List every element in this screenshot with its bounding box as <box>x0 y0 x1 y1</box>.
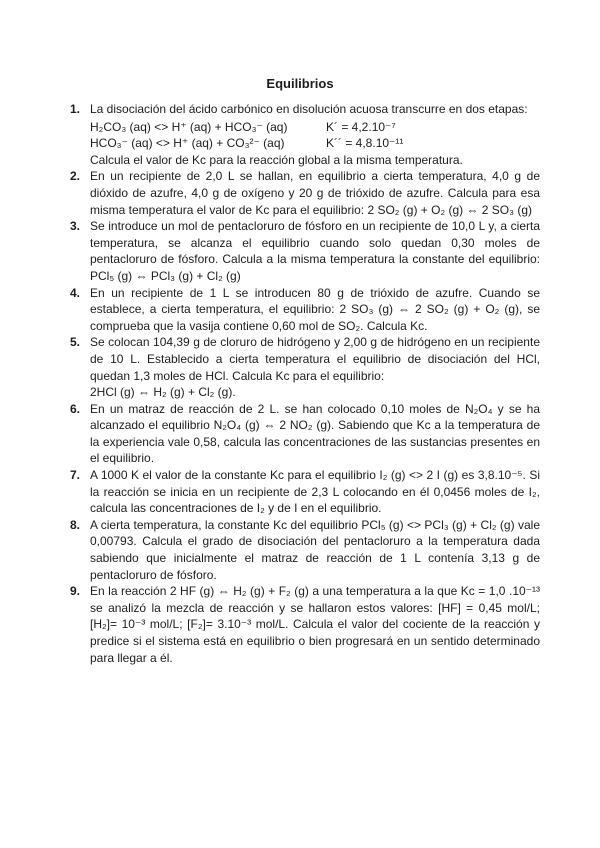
problem-5 <box>70 334 540 400</box>
equation-2: HCO₃⁻ (aq) <> H⁺ (aq) + CO₃²⁻ (aq) <box>90 136 285 151</box>
problem-2 <box>70 168 540 218</box>
problem-text: En un matraz de reacción de 2 L. se han colocado 0,10 moles de N₂O₄ y se ha alcanzado el equilibrio N₂O₄ (g) ⇔ 2 NO₂ (g). Sabiendo que Kc a la temperatura de la experiencia vale 0,58, calcula las concentraciones de las sustancias presentes en el equilibrio. <box>90 401 540 466</box>
problem-number: 2. <box>70 169 81 184</box>
problem-equation: 2HCl (g) ⇔ H₂ (g) + Cl₂ (g). <box>90 385 236 400</box>
problem-number: 3. <box>70 219 81 234</box>
problem-question: Calcula el valor de Kc para la reacción global a la misma temperatura. <box>90 152 463 167</box>
equation-line-1 <box>90 119 540 136</box>
problem-list <box>70 101 540 666</box>
problem-intro: La disociación del ácido carbónico en disolución acuosa transcurre en dos etapas: <box>90 102 528 116</box>
problem-number: 1. <box>70 102 81 116</box>
equation-1: H₂CO₃ (aq) <> H⁺ (aq) + HCO₃⁻ (aq) <box>90 119 288 134</box>
problem-7 <box>70 467 540 517</box>
problem-number: 9. <box>70 584 81 599</box>
equilibrium-constant-1: K´ = 4,2.10⁻⁷ <box>326 119 396 134</box>
problem-number: 6. <box>70 401 81 416</box>
page-title: Equilibrios <box>266 76 334 91</box>
problem-number: 8. <box>70 517 81 532</box>
problem-9 <box>70 583 540 666</box>
problem-text: En la reacción 2 HF (g) ⇔ H₂ (g) + F₂ (g) a una temperatura a la que Kc = 1,0 .10⁻¹³ se analizó la mezcla de reacción y se hallaron estos valores: [HF] = 0,45 mol/L; [H₂]= 10⁻³ mol/L; [F₂]= 3.10⁻³ mol/L. Calcula el valor del cociente de la reacción y predice si el sistema está en equilibrio o bien progresará en un sentido determinado para llegar a él. <box>90 584 540 665</box>
equilibrium-constant-2: K´´ = 4,8.10⁻¹¹ <box>326 136 404 151</box>
problem-number: 7. <box>70 468 81 483</box>
problem-text: Se introduce un mol de pentacloruro de fósforo en un recipiente de 10,0 L y, a cierta temperatura, se alcanza el equilibrio cuando solo quedan 0,30 moles de pentacloruro de fósforo. Calcula a la misma temperatura la constante del equilibrio: PCl₅ (g) ⇔ PCl₃ (g) + Cl₂ (g) <box>90 219 540 283</box>
problem-text: Se colocan 104,39 g de cloruro de hidrógeno y 2,00 g de hidrógeno en un recipiente de 10 L. Establecido a cierta temperatura el equilibrio de disociación del HCl, quedan 1,3 moles de HCl. Calcula Kc para el equilibrio: <box>90 335 540 383</box>
problem-number: 4. <box>70 285 81 300</box>
problem-text: En un recipiente de 1 L se introducen 80 g de trióxido de azufre. Cuando se establece, a cierta temperatura, el equilibrio: 2 SO₃ (g) ⇔ 2 SO₂ (g) + O₂ (g), se comprueba que la vasija contiene 0,60 mol de SO₂. Calcula Kc. <box>90 285 540 333</box>
problem-1 <box>70 101 540 168</box>
problem-number: 5. <box>70 335 81 350</box>
problem-4 <box>70 285 540 335</box>
problem-text: En un recipiente de 2,0 L se hallan, en equilibrio a cierta temperatura, 4,0 g de dióxido de azufre, 4,0 g de oxígeno y 20 g de trióxido de azufre. Calcula para esa misma temperatura el valor de Kc para el equilibrio: 2 SO₂ (g) + O₂ (g) ⇔ 2 SO₃ (g) <box>90 169 540 217</box>
problem-text: A 1000 K el valor de la constante Kc para el equilibrio I₂ (g) <> 2 I (g) es 3,8.10⁻⁵. Si la reacción se inicia en un recipiente de 2,3 L colocando en él 0,0456 moles de I₂, calcula las concentraciones de I₂ y de I en el equilibrio. <box>90 468 540 516</box>
problem-8 <box>70 517 540 583</box>
equation-line-2 <box>90 135 540 152</box>
problem-text: A cierta temperatura, la constante Kc del equilibrio PCl₅ (g) <> PCl₃ (g) + Cl₂ (g) vale 0,00793. Calcula el grado de disociación del pentacloruro a la temperatura dada sabiendo que inicialmente el matraz de reacción de 1 L contenía 3,13 g de pentacloruro de fósforo. <box>90 517 540 582</box>
problem-3 <box>70 218 540 284</box>
problem-6 <box>70 401 540 467</box>
